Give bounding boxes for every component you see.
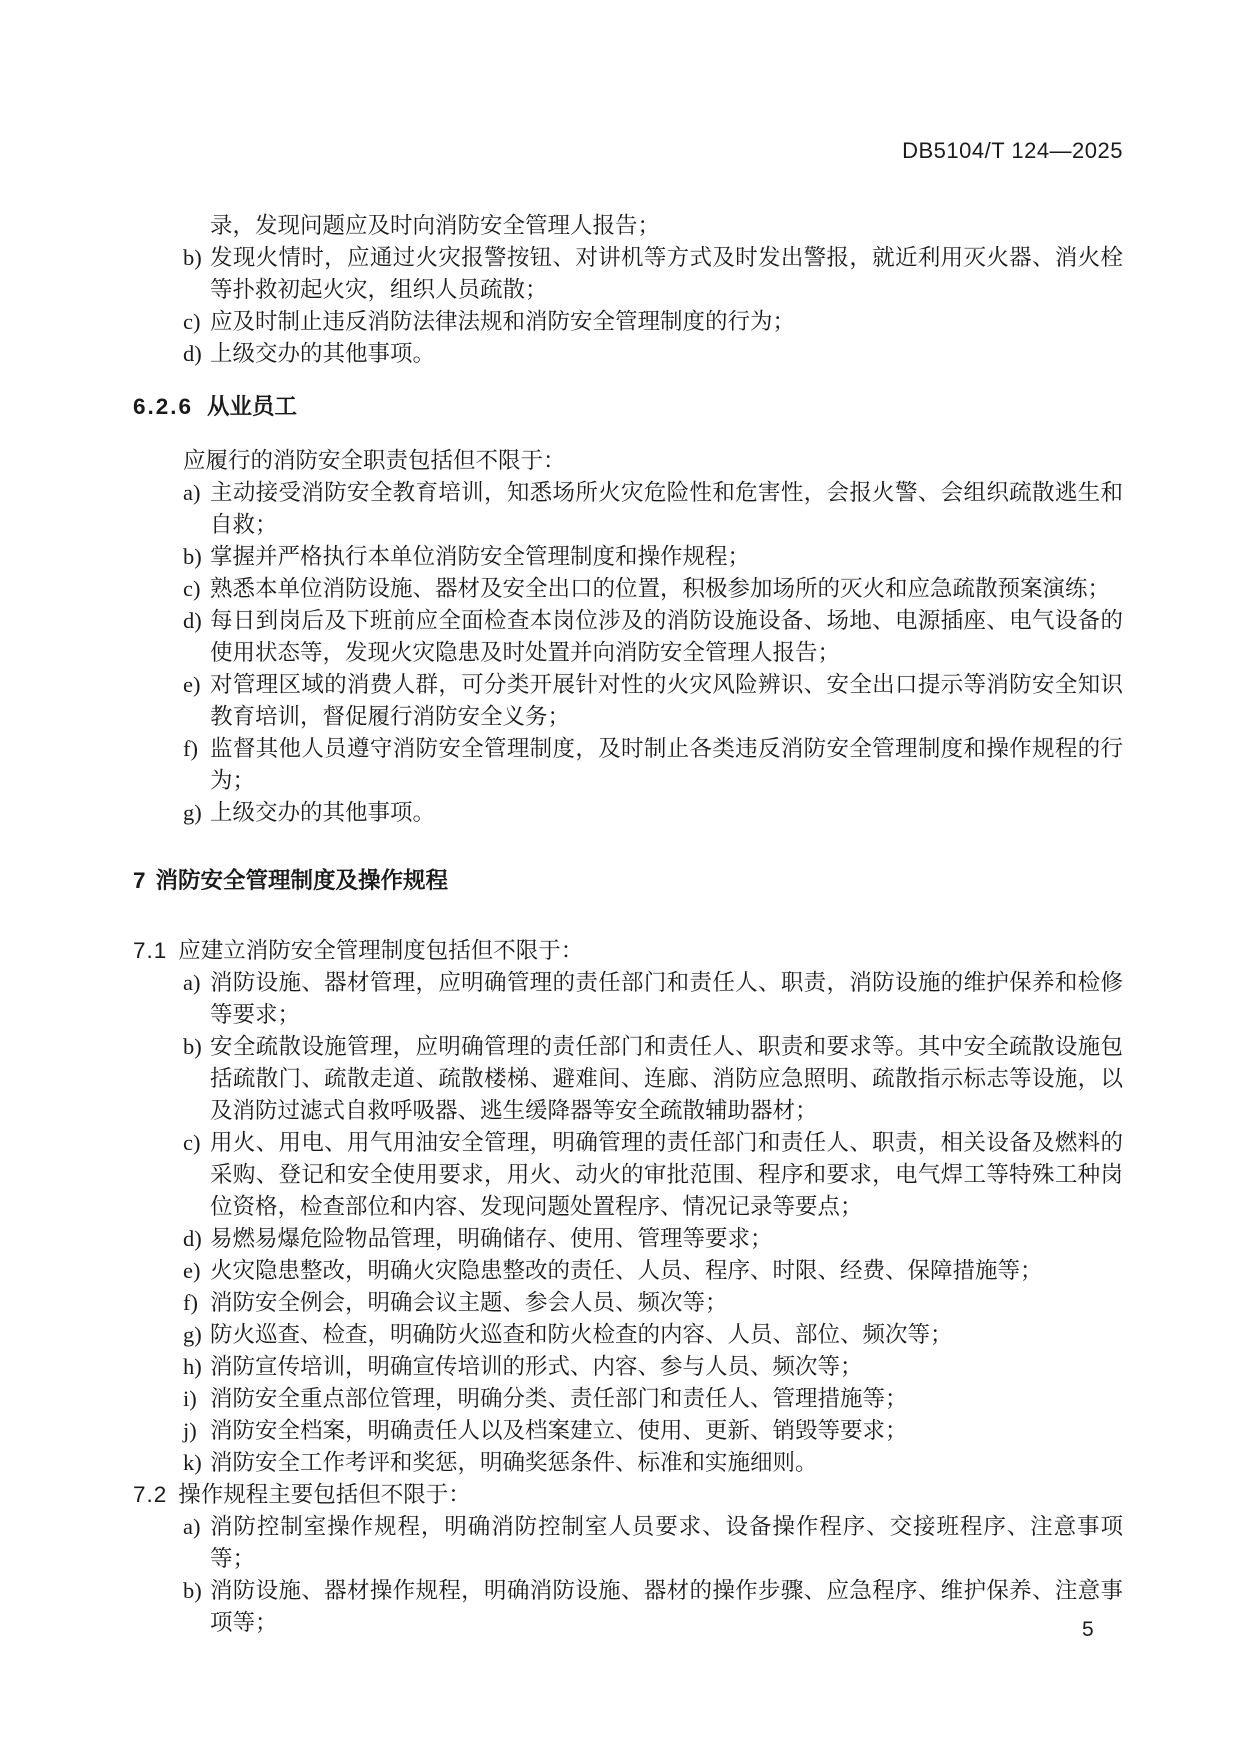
clause-7-2	[133, 1479, 1123, 1511]
list-item-text: 发现火情时，应通过火灾报警按钮、对讲机等方式及时发出警报，就近利用灭火器、消火栓等扑救初起火灾，组织人员疏散；	[210, 245, 1123, 302]
list-item-marker: g)	[183, 1322, 202, 1347]
list-item-marker: a)	[183, 480, 201, 505]
section-heading-7	[133, 865, 1123, 897]
carryover-line: 录，发现问题应及时向消防安全管理人报告；	[210, 213, 661, 238]
list-item-marker: d)	[183, 1226, 202, 1251]
page-number: 5	[1082, 1618, 1094, 1641]
clause-text: 应建立消防安全管理制度包括但不限于：	[178, 938, 584, 963]
list-item	[133, 1255, 1123, 1287]
list-item	[133, 573, 1123, 605]
list-item-text: 每日到岗后及下班前应全面检查本岗位涉及的消防设施设备、场地、电源插座、电气设备的使用状态等，发现火灾隐患及时处置并向消防安全管理人报告；	[210, 608, 1123, 665]
list-item-marker: f)	[183, 1290, 198, 1315]
list-item	[133, 1415, 1123, 1447]
list-item	[133, 306, 1123, 338]
list-item	[133, 967, 1123, 1031]
list-item-text: 安全疏散设施管理，应明确管理的责任部门和责任人、职责和要求等。其中安全疏散设施包括疏散门、疏散走道、疏散楼梯、避难间、连廊、消防应急照明、疏散指示标志等设施，以及消防过滤式自救呼吸器、逃生缓降器等安全疏散辅助器材；	[210, 1034, 1123, 1123]
list-item-text: 消防控制室操作规程，明确消防控制室人员要求、设备操作程序、交接班程序、注意事项等；	[210, 1514, 1123, 1571]
list-item-text: 消防安全工作考评和奖惩，明确奖惩条件、标准和实施细则。	[210, 1450, 818, 1475]
clause-number: 7.1	[133, 938, 168, 963]
list-item-text: 消防设施、器材操作规程，明确消防设施、器材的操作步骤、应急程序、维护保养、注意事项等；	[210, 1578, 1123, 1635]
list-item-marker: e)	[183, 672, 201, 697]
list-item	[133, 1287, 1123, 1319]
list-item-text: 消防宣传培训，明确宣传培训的形式、内容、参与人员、频次等；	[210, 1354, 863, 1379]
list-item	[133, 669, 1123, 733]
clause-number: 7.2	[133, 1482, 168, 1507]
section-number: 7	[133, 868, 146, 893]
list-item-text: 防火巡查、检查，明确防火巡查和防火检查的内容、人员、部位、频次等；	[210, 1322, 953, 1347]
list-item-text: 对管理区域的消费人群，可分类开展针对性的火灾风险辨识、安全出口提示等消防安全知识教育培训，督促履行消防安全义务；	[210, 672, 1123, 729]
list-item-marker: h)	[183, 1354, 202, 1379]
list-item	[133, 1511, 1123, 1575]
list-item	[133, 1575, 1123, 1639]
list-item	[133, 1223, 1123, 1255]
section-heading-626	[133, 391, 1123, 423]
list-item	[133, 1383, 1123, 1415]
list-item-marker: c)	[183, 1130, 201, 1155]
section-title: 消防安全管理制度及操作规程	[155, 868, 449, 893]
list-item	[133, 1319, 1123, 1351]
list-item-marker: a)	[183, 970, 201, 995]
list-item-marker: b)	[183, 1034, 202, 1059]
list-item-text: 消防设施、器材管理，应明确管理的责任部门和责任人、职责，消防设施的维护保养和检修等要求；	[210, 970, 1123, 1027]
section-title: 从业员工	[207, 394, 298, 419]
list-item-text: 消防安全例会，明确会议主题、参会人员、频次等；	[210, 1290, 728, 1315]
list-item	[133, 338, 1123, 370]
list-item	[133, 242, 1123, 306]
section-intro: 应履行的消防安全职责包括但不限于：	[183, 448, 566, 473]
list-item-text: 火灾隐患整改，明确火灾隐患整改的责任、人员、程序、时限、经费、保障措施等；	[210, 1258, 1043, 1283]
list-item	[133, 733, 1123, 797]
list-item-marker: e)	[183, 1258, 201, 1283]
list-item-text: 熟悉本单位消防设施、器材及安全出口的位置，积极参加场所的灭火和应急疏散预案演练；	[210, 576, 1111, 601]
list-item	[133, 797, 1123, 829]
list-item	[133, 1127, 1123, 1223]
list-item-marker: i)	[183, 1386, 197, 1411]
clause-text: 操作规程主要包括但不限于：	[178, 1482, 471, 1507]
list-item-marker: d)	[183, 608, 202, 633]
list-item	[133, 1351, 1123, 1383]
list-item-text: 消防安全档案，明确责任人以及档案建立、使用、更新、销毁等要求；	[210, 1418, 908, 1443]
list-item-marker: k)	[183, 1450, 202, 1475]
list-item	[133, 477, 1123, 541]
standard-code: DB5104/T 124—2025	[902, 138, 1123, 163]
list-item-text: 上级交办的其他事项。	[210, 800, 436, 825]
list-item-text: 上级交办的其他事项。	[210, 341, 436, 366]
list-item	[133, 1447, 1123, 1479]
list-item	[133, 541, 1123, 573]
list-item-text: 掌握并严格执行本单位消防安全管理制度和操作规程；	[210, 544, 751, 569]
list-item-text: 易燃易爆危险物品管理，明确储存、使用、管理等要求；	[210, 1226, 773, 1251]
list-item-marker: f)	[183, 736, 198, 761]
list-item-marker: b)	[183, 245, 202, 270]
list-item-marker: g)	[183, 800, 202, 825]
list-item-text: 消防安全重点部位管理，明确分类、责任部门和责任人、管理措施等；	[210, 1386, 908, 1411]
list-item-text: 用火、用电、用气用油安全管理，明确管理的责任部门和责任人、职责，相关设备及燃料的采购、登记和安全使用要求，用火、动火的审批范围、程序和要求，电气焊工等特殊工种岗位资格，检查部位和内容、发现问题处置程序、情况记录等要点；	[210, 1130, 1123, 1219]
list-item-marker: b)	[183, 544, 202, 569]
clause-7-1	[133, 935, 1123, 967]
list-item	[133, 1031, 1123, 1127]
list-item-text: 应及时制止违反消防法律法规和消防安全管理制度的行为；	[210, 309, 796, 334]
list-item-text: 主动接受消防安全教育培训，知悉场所火灾危险性和危害性，会报火警、会组织疏散逃生和自救；	[210, 480, 1123, 537]
list-item	[133, 605, 1123, 669]
list-item-marker: a)	[183, 1514, 201, 1539]
list-item-text: 监督其他人员遵守消防安全管理制度，及时制止各类违反消防安全管理制度和操作规程的行为；	[210, 736, 1123, 793]
list-item-marker: b)	[183, 1578, 202, 1603]
list-item-marker: j)	[183, 1418, 197, 1443]
list-item-marker: c)	[183, 576, 201, 601]
list-item-marker: c)	[183, 309, 201, 334]
section-number: 6.2.6	[133, 394, 194, 419]
list-item-marker: d)	[183, 341, 202, 366]
document-body	[133, 210, 1123, 1639]
